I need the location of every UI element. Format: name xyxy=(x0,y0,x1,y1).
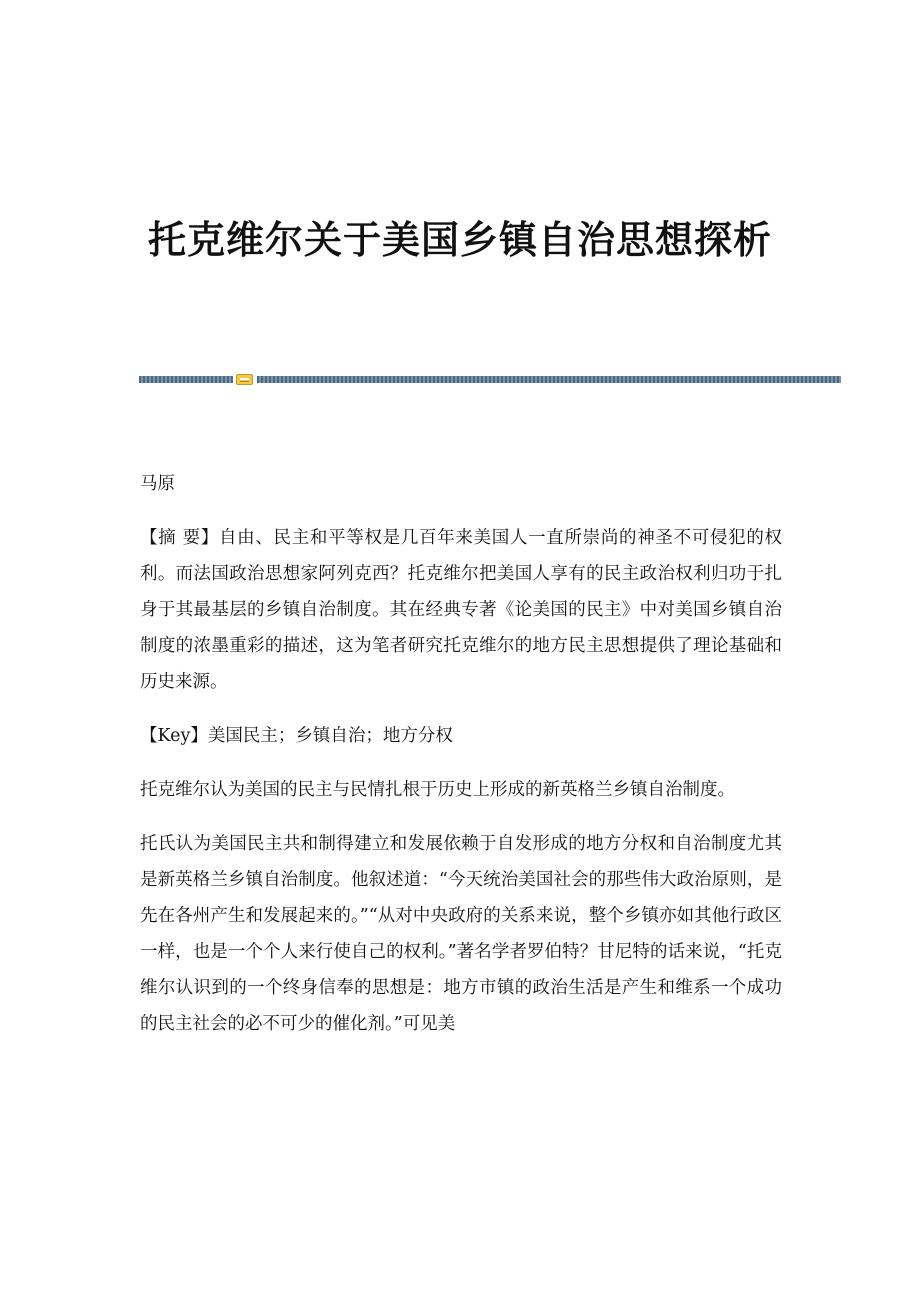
keywords-text: 美国民主；乡镇自治；地方分权 xyxy=(207,726,453,746)
title-divider xyxy=(139,374,841,386)
document-body xyxy=(140,466,782,1060)
divider-bar-right xyxy=(257,376,841,383)
keywords-paragraph xyxy=(140,718,782,754)
keywords-label: 【Key】 xyxy=(140,726,208,746)
body-paragraph-1: 托克维尔认为美国的民主与民情扎根于历史上形成的新英格兰乡镇自治制度。 xyxy=(140,780,735,800)
body-paragraph-2: 托氏认为美国民主共和制得建立和发展依赖于自发形成的地方分权和自治制度尤其是新英格兰乡镇自治制度。他叙述道：“今天统治美国社会的那些伟大政治原则，是先在各州产生和发展起来的。”“从对中央政府的关系来说，整个乡镇亦如其他行政区一样，也是一个个人来行使自己的权利。”著名学者罗伯特？甘尼特的话来说，“托克维尔认识到的一个终身信奉的思想是：地方市镇的政治生活是产生和维系一个成功的民主社会的必不可少的催化剂。”可见美 xyxy=(140,834,782,1034)
abstract-text: 自由、民主和平等权是几百年来美国人一直所崇尚的神圣不可侵犯的权利。而法国政治思想家阿列克西？托克维尔把美国人享有的民主政治权利归功于扎身于其最基层的乡镇自治制度。其在经典专著《论美国的民主》中对美国乡镇自治制度的浓墨重彩的描述，这为笔者研究托克维尔的地方民主思想提供了理论基础和历史来源。 xyxy=(140,528,782,692)
abstract-paragraph xyxy=(140,520,782,700)
abstract-label: 【摘 要】 xyxy=(140,528,219,548)
author-name: 马原 xyxy=(140,474,175,494)
divider-ornament-icon xyxy=(236,374,253,385)
document-title: 托克维尔关于美国乡镇自治思想探析 xyxy=(147,217,772,262)
divider-bar-left xyxy=(139,376,233,383)
